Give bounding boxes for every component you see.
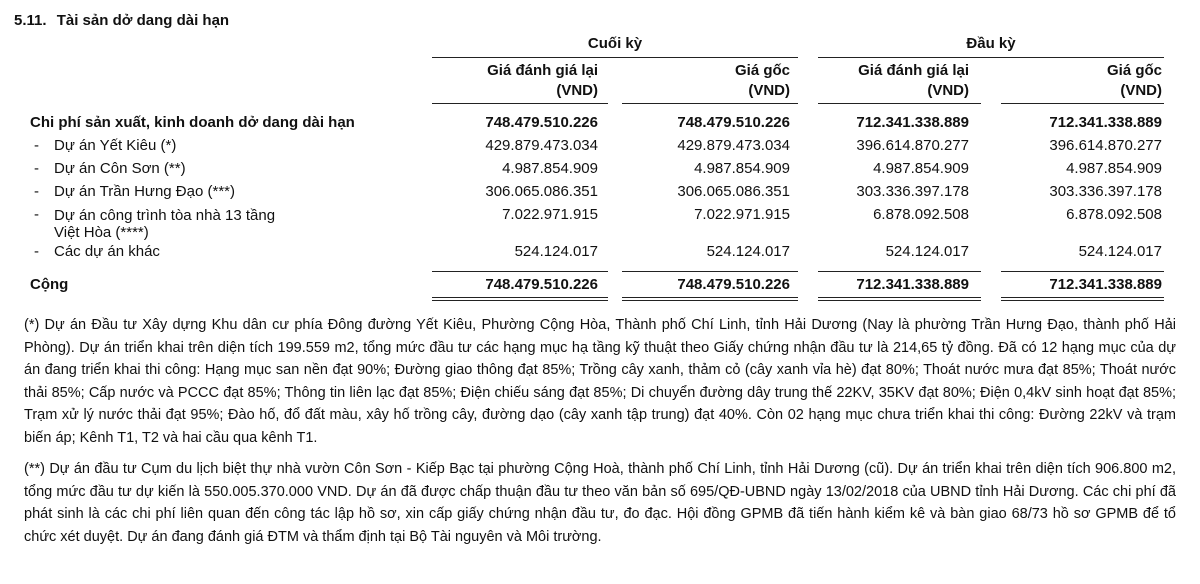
col-header-3: [858, 61, 969, 101]
header-rule-3: [818, 103, 981, 104]
cell-value: 4.987.854.909: [1066, 160, 1162, 177]
cell-value: 4.987.854.909: [502, 160, 598, 177]
cell-value: 6.878.092.508: [873, 206, 969, 223]
header-rule-2: [622, 103, 798, 104]
table-row: [0, 159, 1200, 179]
cell-value: 6.878.092.508: [1066, 206, 1162, 223]
row-label: Dự án Yết Kiêu (*): [54, 137, 177, 154]
table-row-total: [0, 275, 1200, 295]
cell-value: 429.879.473.034: [485, 137, 598, 154]
section-number: 5.11.: [14, 12, 47, 29]
cell-value: 4.987.854.909: [873, 160, 969, 177]
table-row: [0, 242, 1200, 262]
row-dash: -: [34, 137, 39, 154]
row-label: Dự án Côn Sơn (**): [54, 160, 186, 177]
col-header-1-line2: (VND): [556, 82, 598, 99]
cell-value: 748.479.510.226: [485, 276, 598, 293]
total-rule-top-2: [622, 271, 798, 272]
footnote-con-son: (**) Dự án đầu tư Cụm du lịch biệt thự nhà vườn Côn Sơn - Kiếp Bạc tại phường Cộng Hoà, thành phố Chí Linh, tỉnh Hải Dương (cũ). Dự án triển khai trên diện tích 906.800 m2, tổng mức đầu tư dự kiến là 550.005.370.000 VND. Dự án đã được chấp thuận đầu tư theo văn bản số 695/QĐ-UBND ngày 13/02/2018 của UBND tỉnh Hải Dương. Các chi phí đã phát sinh là các chi phí liên quan đến công tác lập hồ sơ, xin cấp giấy chứng nhận đầu tư, đo đạc. Hội đồng GPMB đã tiến hành kiểm kê và bàn giao 68/73 hồ sơ GPMB để tổ chức xét duyệt. Dự án đang đánh giá ĐTM và thẩm định tại Bộ Tài nguyên và Môi trường.: [24, 461, 1176, 545]
cell-value: 303.336.397.178: [1049, 183, 1162, 200]
total-rule-bottom-1a: [432, 297, 608, 298]
col-header-4-line2: (VND): [1120, 82, 1162, 99]
cell-value: 524.124.017: [885, 243, 969, 260]
row-label: [54, 207, 275, 241]
total-rule-bottom-1b: [432, 300, 608, 301]
row-label: Dự án Trần Hưng Đạo (***): [54, 183, 235, 200]
total-rule-bottom-2b: [622, 300, 798, 301]
cell-value: 748.479.510.226: [677, 114, 790, 131]
row-label-line1: Dự án công trình tòa nhà 13 tầng: [54, 207, 276, 224]
header-rule-1: [432, 103, 608, 104]
cell-value: 396.614.870.277: [856, 137, 969, 154]
cell-value: 524.124.017: [514, 243, 598, 260]
cell-value: 712.341.338.889: [856, 114, 969, 131]
row-label: Các dự án khác: [54, 243, 160, 260]
total-rule-bottom-4a: [1001, 297, 1164, 298]
col-header-2-line2: (VND): [748, 82, 790, 99]
cell-value: 748.479.510.226: [677, 276, 790, 293]
total-rule-bottom-3b: [818, 300, 981, 301]
total-rule-bottom-4b: [1001, 300, 1164, 301]
cell-value: 712.341.338.889: [1049, 114, 1162, 131]
total-rule-bottom-2a: [622, 297, 798, 298]
cell-value: 396.614.870.277: [1049, 137, 1162, 154]
col-header-1: [487, 61, 598, 101]
row-label: Cộng: [30, 276, 69, 293]
group-header-start-period: Đầu kỳ: [966, 35, 1016, 52]
row-label-line2: Việt Hòa (****): [54, 224, 149, 241]
group-rule-end-period: [432, 57, 798, 58]
cell-value: 748.479.510.226: [485, 114, 598, 131]
cell-value: 7.022.971.915: [502, 206, 598, 223]
cell-value: 306.065.086.351: [677, 183, 790, 200]
row-dash: -: [34, 183, 39, 200]
col-header-4: [1107, 61, 1162, 101]
cell-value: 429.879.473.034: [677, 137, 790, 154]
table-row: [0, 182, 1200, 202]
cell-value: 303.336.397.178: [856, 183, 969, 200]
table-row-main: [0, 113, 1200, 133]
col-header-2: [735, 61, 790, 101]
col-header-3-line1: Giá đánh giá lại: [858, 62, 969, 79]
group-header-end-period: Cuối kỳ: [587, 35, 643, 52]
section-title: [14, 12, 229, 29]
total-rule-top-1: [432, 271, 608, 272]
cell-value: 4.987.854.909: [694, 160, 790, 177]
header-rule-4: [1001, 103, 1164, 104]
col-header-1-line1: Giá đánh giá lại: [487, 62, 598, 79]
total-rule-bottom-3a: [818, 297, 981, 298]
cell-value: 712.341.338.889: [856, 276, 969, 293]
cell-value: 306.065.086.351: [485, 183, 598, 200]
cell-value: 712.341.338.889: [1049, 276, 1162, 293]
total-rule-top-3: [818, 271, 981, 272]
footnote-yet-kieu: (*) Dự án Đầu tư Xây dựng Khu dân cư phía Đông đường Yết Kiêu, Phường Cộng Hòa, Thành phố Chí Linh, tỉnh Hải Dương (Nay là phường Trần Hưng Đạo, thành phố Hải Phòng). Dự án triển khai trên diện tích 199.559 m2, tổng mức đầu tư các hạng mục hạ tầng kỹ thuật theo Giấy chứng nhận đầu tư là 214,65 tỷ đồng. Đã có 12 hạng mục của dự án đang triển khai thi công: Hạng mục san nền đạt 90%; Đường giao thông đạt 85%; Trồng cây xanh, thảm cỏ (cây xanh vỉa hè) đạt 80%; Thoát nước mưa đạt 85%; Thoát nước thải 85%; Cấp nước và PCCC đạt 85%; Thông tin liên lạc đạt 85%; Điện chiếu sáng đạt 85%; Di chuyển đường dây trung thế 22KV, 35KV đạt 80%; Điện 0,4kV sinh hoạt đạt 85%; Trạm xử lý nước thải đạt 95%; Đào hố, đổ đất màu, xây hố trồng cây, đường dạo (cây xanh tập trung) đạt 40%. Còn 02 hạng mục chưa triển khai thi công: Đường 22kV và trạm biến áp; Kênh T1, T2 và hai cầu qua kênh T1.: [24, 317, 1176, 446]
row-dash: -: [34, 206, 39, 223]
col-header-3-line2: (VND): [927, 82, 969, 99]
table-row: [0, 136, 1200, 156]
col-header-2-line1: Giá gốc: [734, 62, 790, 79]
total-rule-top-4: [1001, 271, 1164, 272]
row-label: Chi phí sản xuất, kinh doanh dở dang dài hạn: [30, 114, 355, 131]
cell-value: 7.022.971.915: [694, 206, 790, 223]
row-dash: -: [34, 243, 39, 260]
cell-value: 524.124.017: [706, 243, 790, 260]
group-rule-start-period: [818, 57, 1164, 58]
cell-value: 524.124.017: [1078, 243, 1162, 260]
col-header-4-line1: Giá gốc: [1106, 62, 1162, 79]
row-dash: -: [34, 160, 39, 177]
section-heading: Tài sản dở dang dài hạn: [56, 12, 230, 29]
table-row: [0, 205, 1200, 241]
